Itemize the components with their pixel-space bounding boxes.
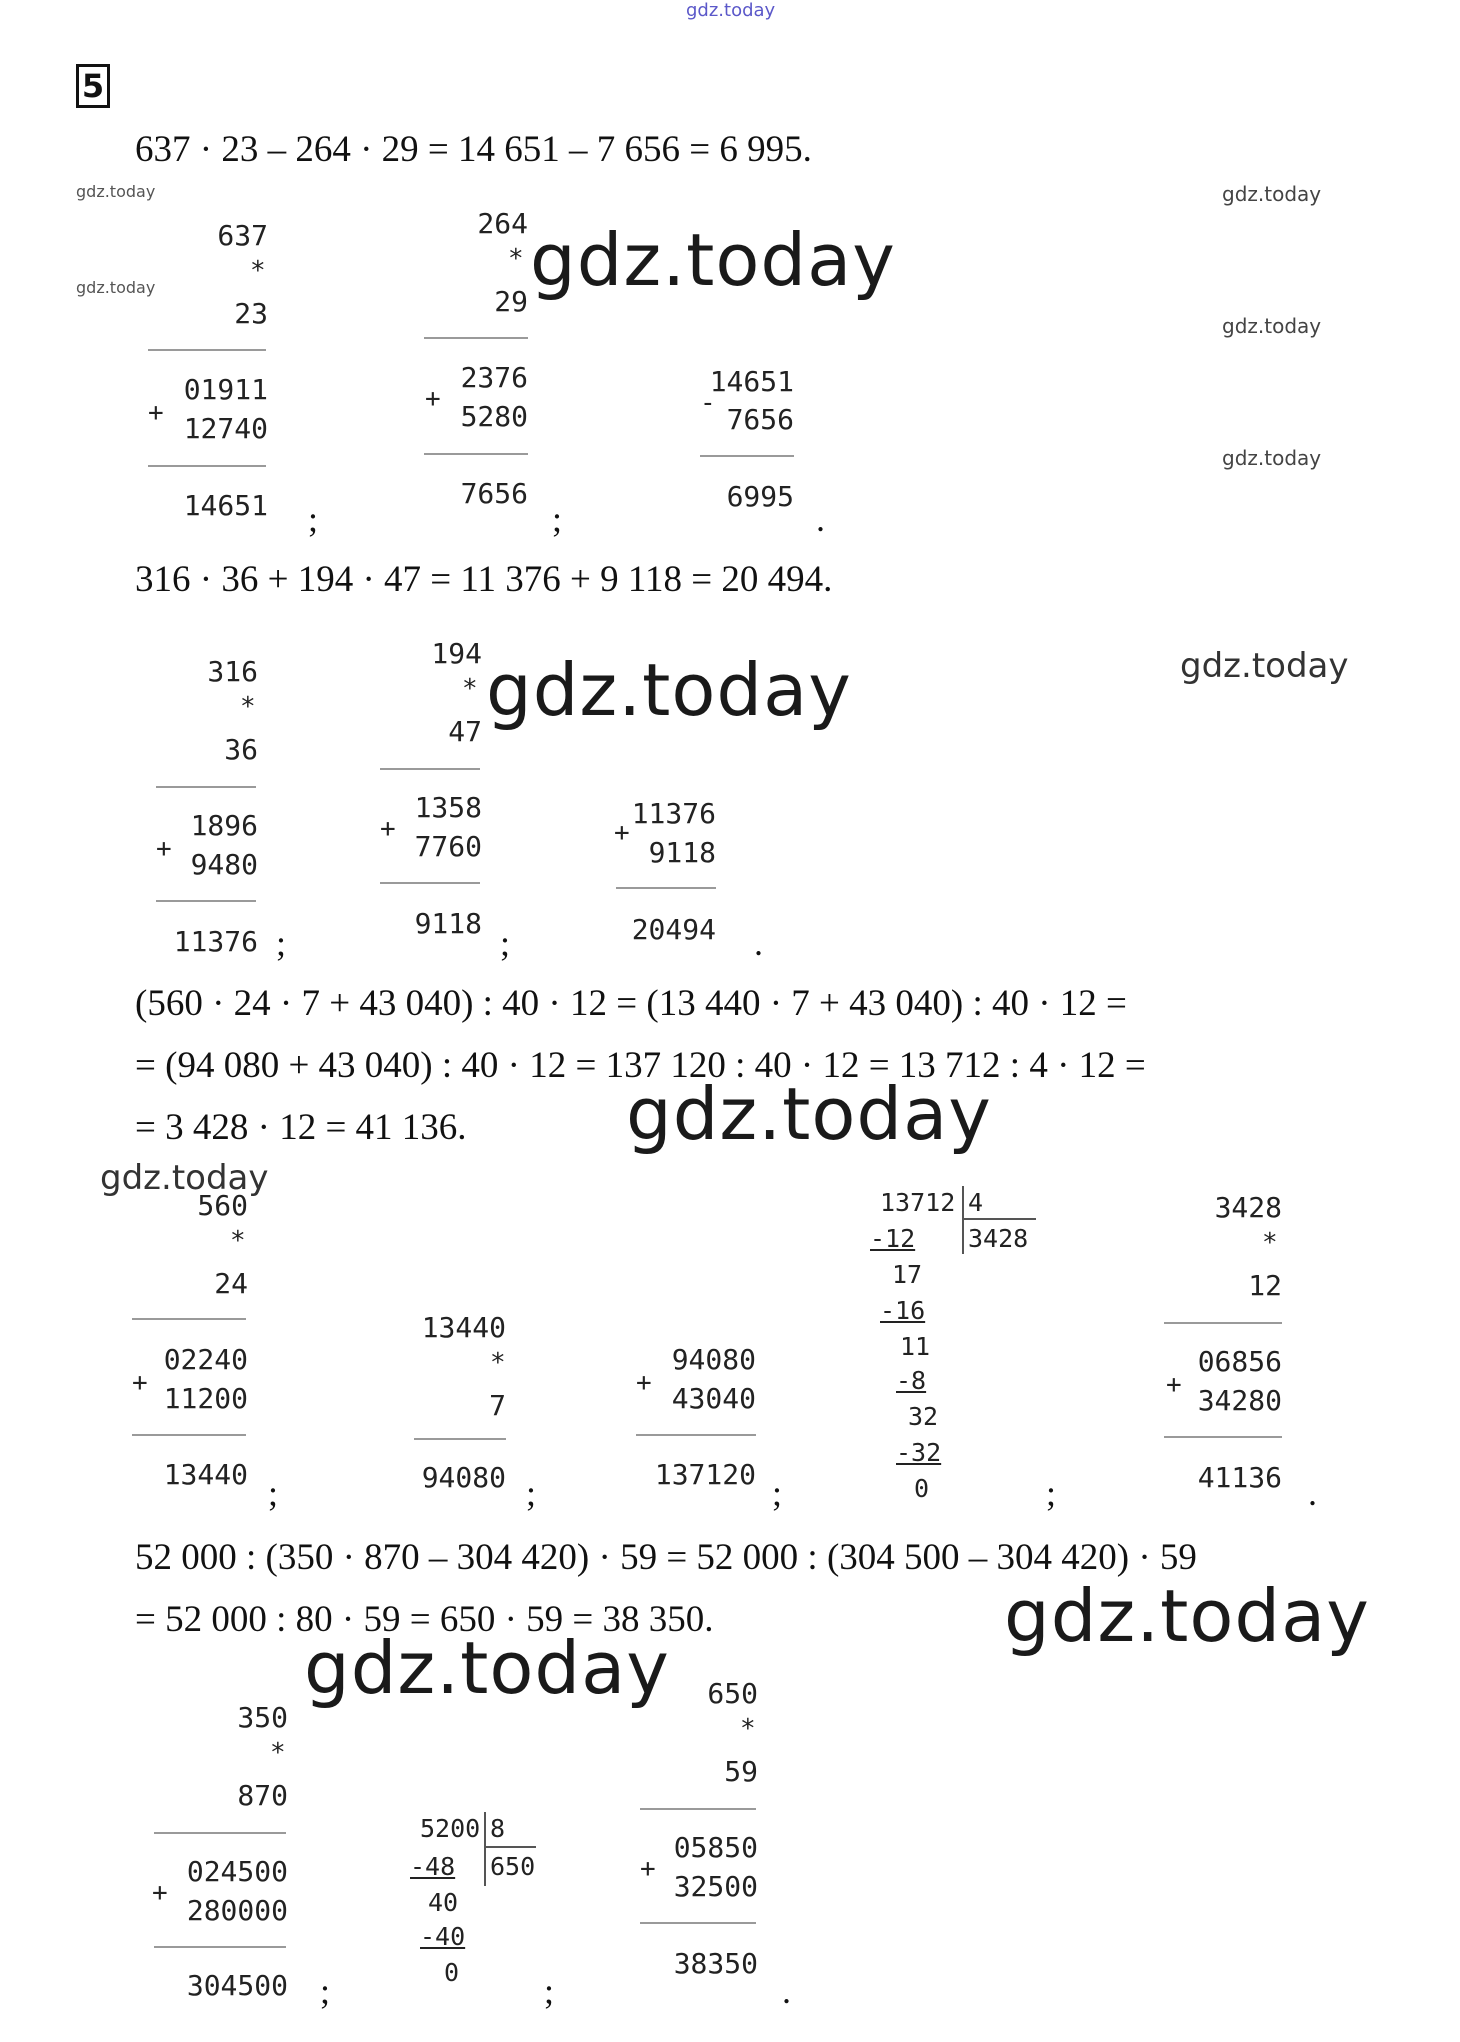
operand-top: 637 <box>217 219 268 252</box>
result: 7656 <box>460 477 528 510</box>
partial-2: 12740 <box>183 412 268 445</box>
operand-bottom: 43040 <box>671 1382 756 1415</box>
operand-top: 194 <box>431 637 482 670</box>
operand-top: 264 <box>477 207 528 240</box>
watermark: gdz.today <box>76 278 156 297</box>
multiply-sign: * <box>740 1714 756 1744</box>
subtrahend: -32 <box>896 1438 942 1467</box>
operand-bottom: 870 <box>237 1779 288 1812</box>
watermark-header: gdz.today <box>686 0 776 21</box>
rule <box>1164 1322 1282 1324</box>
equation-3b: = (94 080 + 43 040) : 40 · 12 = 137 120 : 40 · 12 = 13 712 : 4 · 12 = <box>135 1045 1146 1086</box>
minus-sign: - <box>700 388 716 418</box>
equation-4a: 52 000 : (350 · 870 – 304 420) · 59 = 52 000 : (304 500 – 304 420) · 59 <box>135 1537 1197 1578</box>
operand-bottom: 23 <box>234 297 268 330</box>
task-number: 5 <box>76 64 110 108</box>
rule <box>132 1318 246 1320</box>
operand-bottom: 59 <box>724 1755 758 1788</box>
partial-2: 34280 <box>1197 1384 1282 1417</box>
operand-top: 350 <box>237 1701 288 1734</box>
operand-bottom: 7 <box>489 1389 506 1422</box>
operand-bottom: 7656 <box>726 403 794 436</box>
equation-3c: = 3 428 · 12 = 41 136. <box>135 1107 467 1148</box>
period: . <box>1308 1473 1317 1513</box>
plus-sign: + <box>380 814 396 844</box>
division-bar <box>484 1812 486 1886</box>
rule <box>148 465 266 467</box>
plus-sign: + <box>148 398 164 428</box>
multiply-sign: * <box>1262 1228 1278 1258</box>
equation-2: 316 · 36 + 194 · 47 = 11 376 + 9 118 = 20 494. <box>135 559 833 600</box>
dividend: 13712 <box>880 1188 956 1217</box>
plus-sign: + <box>425 384 441 414</box>
separator: ; <box>1046 1473 1057 1513</box>
watermark-large: gdz.today <box>304 1626 670 1710</box>
operand-bottom: 9118 <box>648 836 716 869</box>
period: . <box>782 1971 791 2011</box>
separator: ; <box>500 923 511 963</box>
multiply-sign: * <box>508 244 524 274</box>
partial-1: 2376 <box>460 361 528 394</box>
multiply-sign: * <box>462 674 478 704</box>
plus-sign: + <box>152 1878 168 1908</box>
rule <box>1164 1436 1282 1438</box>
period: . <box>754 923 763 963</box>
rule <box>148 349 266 351</box>
plus-sign: + <box>640 1854 656 1884</box>
operand-top: 94080 <box>671 1343 756 1376</box>
result: 304500 <box>186 1969 288 2002</box>
partial-1: 1896 <box>190 809 258 842</box>
plus-sign: + <box>132 1368 148 1398</box>
quotient: 3428 <box>968 1224 1029 1253</box>
watermark: gdz.today <box>1222 446 1322 470</box>
result: 14651 <box>183 489 268 522</box>
partial-1: 1358 <box>414 791 482 824</box>
rule <box>640 1808 756 1810</box>
remainder: 11 <box>900 1332 931 1361</box>
rule <box>636 1434 756 1436</box>
operand-top: 3428 <box>1214 1191 1282 1224</box>
subtrahend: -48 <box>410 1852 456 1881</box>
result: 137120 <box>654 1458 756 1491</box>
plus-sign: + <box>156 834 172 864</box>
separator: ; <box>308 499 319 539</box>
operand-top: 13440 <box>421 1311 506 1344</box>
partial-2: 5280 <box>460 400 528 433</box>
separator: ; <box>772 1473 783 1513</box>
watermark: gdz.today <box>76 182 156 201</box>
operand-top: 11376 <box>631 797 716 830</box>
rule <box>156 786 256 788</box>
result: 11376 <box>173 925 258 958</box>
watermark-large: gdz.today <box>530 218 896 302</box>
watermark-large: gdz.today <box>626 1072 992 1156</box>
multiply-sign: * <box>240 692 256 722</box>
multiply-sign: * <box>250 256 266 286</box>
result: 13440 <box>163 1458 248 1491</box>
rule <box>154 1832 286 1834</box>
rule <box>700 455 794 457</box>
operand-top: 316 <box>207 655 258 688</box>
subtrahend: -16 <box>880 1296 926 1325</box>
separator: ; <box>276 923 287 963</box>
partial-1: 06856 <box>1197 1345 1282 1378</box>
plus-sign: + <box>614 818 630 848</box>
partial-2: 9480 <box>190 848 258 881</box>
watermark-large: gdz.today <box>486 648 852 732</box>
separator: ; <box>320 1971 331 2011</box>
division-bar <box>962 1186 964 1254</box>
watermark: gdz.today <box>100 1158 269 1198</box>
rule <box>484 1846 536 1848</box>
partial-2: 7760 <box>414 830 482 863</box>
separator: ; <box>552 499 563 539</box>
rule <box>424 337 528 339</box>
watermark-large: gdz.today <box>1004 1574 1370 1658</box>
equation-3a: (560 · 24 · 7 + 43 040) : 40 · 12 = (13 440 · 7 + 43 040) : 40 · 12 = <box>135 983 1127 1024</box>
period: . <box>816 499 825 539</box>
partial-1: 01911 <box>183 373 268 406</box>
result: 94080 <box>421 1461 506 1494</box>
rule <box>132 1434 246 1436</box>
remainder: 40 <box>428 1888 459 1917</box>
remainder: 32 <box>908 1402 939 1431</box>
rule <box>414 1438 506 1440</box>
operand-bottom: 24 <box>214 1267 248 1300</box>
remainder: 0 <box>444 1958 460 1987</box>
multiply-sign: * <box>230 1226 246 1256</box>
result: 38350 <box>673 1947 758 1980</box>
separator: ; <box>268 1473 279 1513</box>
partial-1: 024500 <box>186 1855 288 1888</box>
partial-1: 02240 <box>163 1343 248 1376</box>
watermark: gdz.today <box>1222 182 1322 206</box>
remainder: 17 <box>892 1260 923 1289</box>
partial-2: 280000 <box>186 1894 288 1927</box>
equation-4b: = 52 000 : 80 · 59 = 650 · 59 = 38 350. <box>135 1599 714 1640</box>
dividend: 5200 <box>420 1814 481 1843</box>
subtrahend: -12 <box>870 1224 916 1253</box>
quotient: 650 <box>490 1852 536 1881</box>
operand-bottom: 29 <box>494 285 528 318</box>
result: 20494 <box>631 913 716 946</box>
rule <box>380 768 480 770</box>
operand-top: 560 <box>197 1189 248 1222</box>
partial-1: 05850 <box>673 1831 758 1864</box>
partial-2: 32500 <box>673 1870 758 1903</box>
rule <box>962 1218 1036 1220</box>
subtrahend: -8 <box>896 1366 927 1395</box>
subtrahend: -40 <box>420 1922 466 1951</box>
result: 41136 <box>1197 1461 1282 1494</box>
plus-sign: + <box>636 1368 652 1398</box>
result: 6995 <box>726 480 794 513</box>
rule <box>154 1946 286 1948</box>
plus-sign: + <box>1166 1370 1182 1400</box>
operand-bottom: 36 <box>224 733 258 766</box>
watermark: gdz.today <box>1222 314 1322 338</box>
separator: ; <box>526 1473 537 1513</box>
rule <box>424 453 528 455</box>
result: 9118 <box>414 907 482 940</box>
multiply-sign: * <box>270 1738 286 1768</box>
rule <box>640 1922 756 1924</box>
partial-2: 11200 <box>163 1382 248 1415</box>
divisor: 4 <box>968 1188 984 1217</box>
divisor: 8 <box>490 1814 506 1843</box>
operand-bottom: 12 <box>1248 1269 1282 1302</box>
rule <box>380 882 480 884</box>
operand-top: 650 <box>707 1677 758 1710</box>
watermark: gdz.today <box>1180 646 1349 686</box>
separator: ; <box>544 1971 555 2011</box>
operand-bottom: 47 <box>448 715 482 748</box>
equation-1: 637 · 23 – 264 · 29 = 14 651 – 7 656 = 6 995. <box>135 129 812 170</box>
multiply-sign: * <box>490 1348 506 1378</box>
operand-top: 14651 <box>709 365 794 398</box>
rule <box>616 887 716 889</box>
remainder: 0 <box>914 1474 930 1503</box>
rule <box>156 900 256 902</box>
